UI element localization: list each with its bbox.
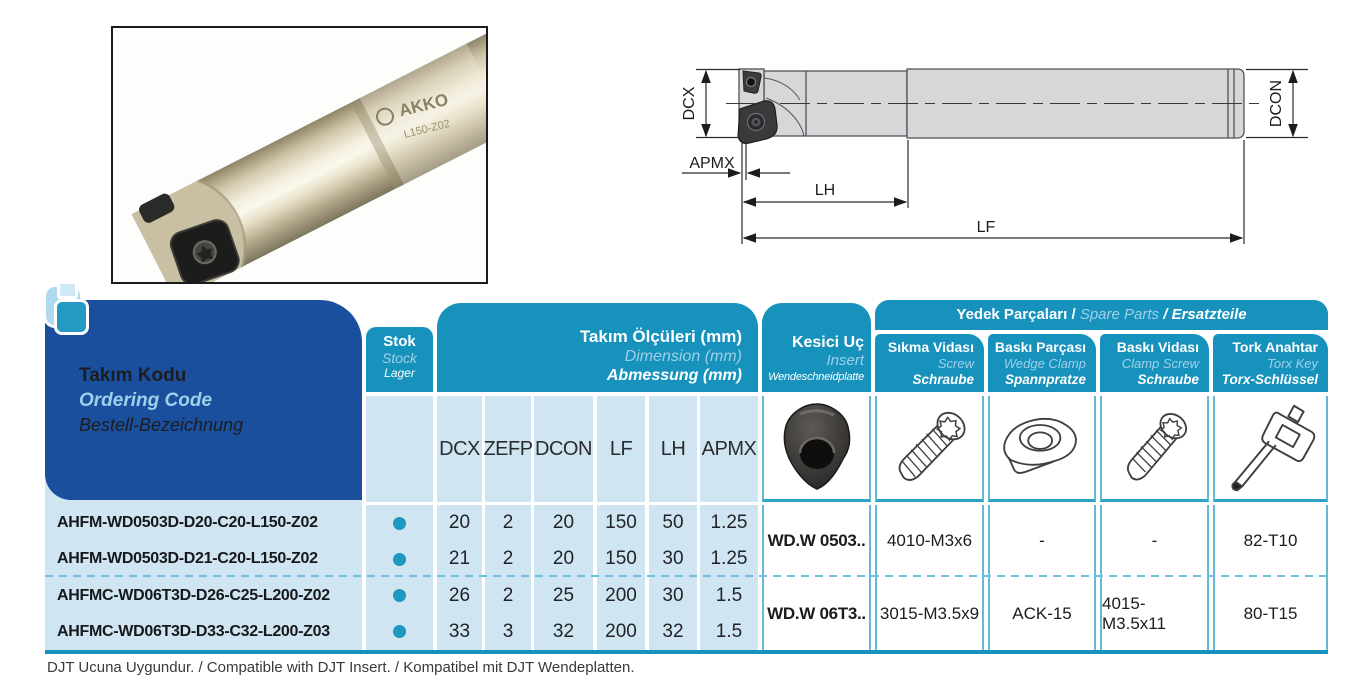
dim-cell: 1.25 <box>710 548 748 570</box>
dcx-column-label: DCX <box>437 396 482 502</box>
dimensions-header-en: Dimension (mm) <box>624 348 742 365</box>
torx-key-icon <box>1221 400 1321 496</box>
compatibility-note: DJT Ucuna Uygundur. / Compatible with DJT Insert. / Kompatibel mit DJT Wendeplatten. <box>47 659 635 676</box>
torx-key-image-cell <box>1213 396 1328 502</box>
dimensions-header-tr: Takım Ölçüleri (mm) <box>579 327 742 346</box>
screw-column <box>875 505 984 650</box>
dim-cell: 200 <box>605 620 637 642</box>
dim-cell: 33 <box>448 620 471 642</box>
insert-header-de: Wendeschneidplatte <box>768 371 864 383</box>
table-bottom-rule <box>45 650 1328 654</box>
code-cell: AHFM-WD0503D-D21-C20-L150-Z02 <box>57 550 318 568</box>
dim-cell: 50 <box>662 512 684 534</box>
screw-cell: 4010-M3x6 <box>886 531 973 551</box>
dim-cell: 1.5 <box>715 620 743 642</box>
dim-cell: 32 <box>662 620 684 642</box>
dim-cell: 25 <box>552 584 575 606</box>
spare-parts-header-en: Spare Parts <box>1079 306 1160 323</box>
spare-parts-header-tr: Yedek Parçaları <box>956 306 1068 323</box>
stock-cell <box>366 578 433 614</box>
stock-cell <box>366 614 433 650</box>
apmx-column-label: APMX <box>700 396 758 502</box>
dim-cell: 21 <box>448 548 471 570</box>
lh-column <box>649 505 697 650</box>
dcon-column-label: DCON <box>534 396 593 502</box>
dim-cell: 20 <box>552 512 575 534</box>
technical-drawing <box>660 40 1353 262</box>
apmx-label: APMX <box>689 155 735 172</box>
wedge-clamp-cell: - <box>1039 531 1045 551</box>
product-photo <box>111 26 488 284</box>
stock-dot <box>393 517 406 530</box>
clamp-screw-image-cell <box>1100 396 1209 502</box>
stock-dot <box>393 553 406 566</box>
stock-dot <box>393 589 406 602</box>
dim-cell: 2 <box>502 584 514 606</box>
lf-label: LF <box>976 219 996 236</box>
insert-image-cell <box>762 396 871 502</box>
dim-cell: 20 <box>448 512 471 534</box>
dim-cell: 150 <box>605 548 637 570</box>
dim-cell: 26 <box>448 584 471 606</box>
insert-cell: WD.W 0503.. <box>767 531 866 551</box>
apmx-column <box>700 505 758 650</box>
dimensions-header-de: Abmessung (mm) <box>606 367 742 384</box>
cutter-photo-illustration <box>113 28 486 282</box>
wedge-clamp-image-cell <box>988 396 1096 502</box>
wedge-clamp-column-header: Baskı Parçası Wedge Clamp Spannpratze <box>988 334 1096 392</box>
group-divider-dashed-line <box>45 575 1328 577</box>
code-cell: AHFM-WD0503D-D20-C20-L150-Z02 <box>57 514 318 532</box>
insert-badge-icon <box>44 281 90 331</box>
wedge-clamp-icon <box>996 400 1088 496</box>
stock-dot <box>393 625 406 638</box>
torx-key-cell: 80-T15 <box>1243 603 1298 623</box>
spare-parts-header-de: Ersatzteile <box>1171 306 1247 323</box>
stock-header <box>366 327 433 392</box>
dcon-column <box>534 505 593 650</box>
dim-cell: 20 <box>552 548 575 570</box>
dcx-label: DCX <box>681 86 699 121</box>
lh-label: LH <box>814 182 836 199</box>
torx-key-cell: 82-T10 <box>1243 531 1298 551</box>
ordering-code-column <box>45 505 362 650</box>
ordering-code-header-en: Ordering Code <box>79 390 213 411</box>
torx-key-column <box>1213 505 1328 650</box>
insert-header-tr: Kesici Uç <box>791 334 864 351</box>
torx-key-column-header: Tork Anahtar Torx Key Torx-Schlüssel <box>1213 334 1328 392</box>
dim-cell: 1.5 <box>715 584 743 606</box>
brand-engraving: AKKO <box>397 89 451 121</box>
dim-cell: 3 <box>502 620 514 642</box>
dim-cell: 2 <box>502 548 514 570</box>
screw-cell: 3015-M3.5x9 <box>879 603 980 623</box>
dim-cell: 150 <box>605 512 637 534</box>
screw-icon <box>884 400 976 496</box>
wedge-clamp-cell: ACK-15 <box>1012 603 1072 623</box>
stock-cell <box>366 541 433 577</box>
clamp-screw-column-header: Baskı Vidası Clamp Screw Schraube <box>1100 334 1209 392</box>
stock-header-en: Stock <box>381 350 417 366</box>
dim-cell: 1.25 <box>710 512 748 534</box>
stock-header-tr: Stok <box>383 333 416 350</box>
zefp-column-label: ZEFP <box>485 396 531 502</box>
dim-cell: 200 <box>605 584 637 606</box>
clamp-screw-column <box>1100 505 1209 650</box>
lf-column-label: LF <box>597 396 645 502</box>
stock-cell <box>366 505 433 541</box>
ordering-code-header-de: Bestell-Bezeichnung <box>79 415 244 435</box>
screw-column-header: Sıkma Vidası Screw Schraube <box>875 334 984 392</box>
insert-cell: WD.W 06T3.. <box>767 603 866 623</box>
lf-column <box>597 505 645 650</box>
spare-parts-header: Yedek Parçaları / Spare Parts / Ersatzteile <box>875 300 1328 330</box>
ordering-code-header-tr: Takım Kodu <box>79 365 187 386</box>
clamp-screw-cell: - <box>1151 531 1158 551</box>
clamp-screw-cell: 4015-M3.5x11 <box>1102 593 1166 633</box>
code-cell: AHFMC-WD06T3D-D33-C32-L200-Z03 <box>57 622 330 640</box>
dim-cell: 32 <box>552 620 575 642</box>
stock-subheader-cell <box>366 396 433 502</box>
dim-cell: 30 <box>662 584 684 606</box>
code-cell: AHFMC-WD06T3D-D26-C25-L200-Z02 <box>57 586 330 604</box>
dim-cell: 30 <box>662 548 684 570</box>
insert-header <box>762 303 871 392</box>
stock-header-de: Lager <box>384 366 415 380</box>
zefp-column <box>485 505 531 650</box>
dim-cell: 2 <box>502 512 514 534</box>
trigon-insert-image <box>777 401 857 495</box>
wedge-clamp-column <box>988 505 1096 650</box>
code-engraving: L150-Z02 <box>402 117 452 141</box>
dimensions-header <box>437 303 758 392</box>
dcon-label: DCON <box>1268 79 1286 128</box>
stock-column <box>366 505 433 650</box>
lh-column-label: LH <box>649 396 697 502</box>
ordering-code-header <box>45 300 362 500</box>
insert-header-en: Insert <box>826 352 864 369</box>
dcx-column <box>437 505 482 650</box>
clamp-screw-icon <box>1109 400 1201 496</box>
insert-column <box>762 505 871 650</box>
screw-image-cell <box>875 396 984 502</box>
